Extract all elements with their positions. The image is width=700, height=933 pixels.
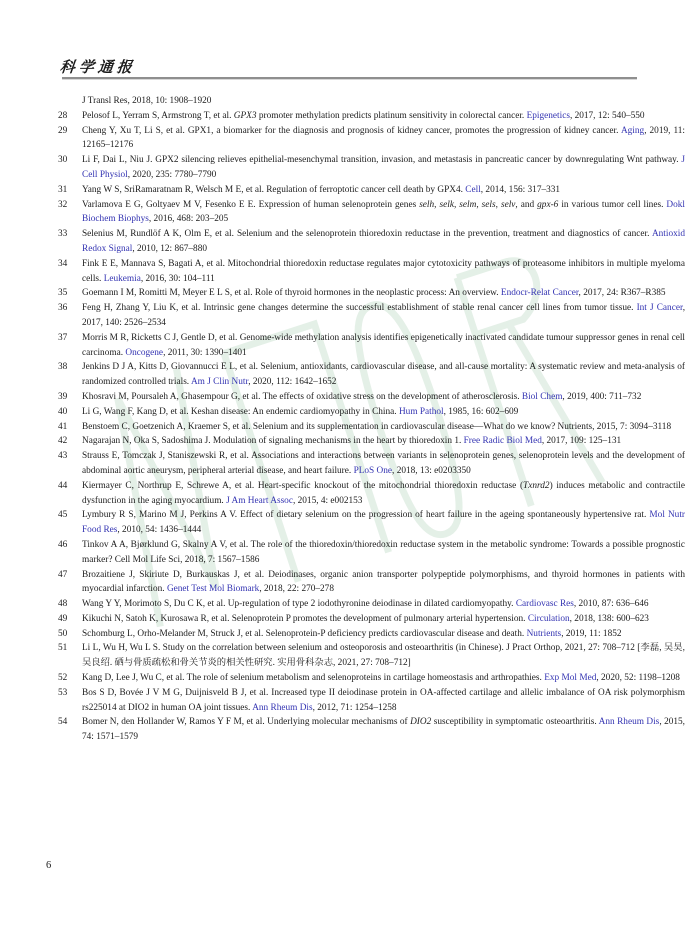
reference-text-segment: Kang D, Lee J, Wu C, et al. The role of selenium metabolism and selenoproteins in cartilage homeostasis and arthropathies. bbox=[82, 673, 545, 684]
reference-item bbox=[58, 331, 685, 361]
reference-text bbox=[82, 286, 685, 301]
reference-text-segment: , bbox=[434, 199, 440, 210]
reference-text-segment: Kikuchi N, Satoh K, Kurosawa R, et al. Selenoprotein P promotes the development of pulmonary arterial hypertension. bbox=[82, 613, 528, 624]
reference-item bbox=[58, 405, 685, 420]
reference-text-segment: , 2016, 468: 203–205 bbox=[148, 214, 229, 225]
reference-text-segment: Li G, Wang F, Kang D, et al. Keshan disease: An endemic cardiomyopathy in China. bbox=[82, 406, 399, 417]
gene-name-italic: GPX3 bbox=[233, 110, 257, 121]
reference-text-segment: Wang Y Y, Morimoto S, Du C K, et al. Up-regulation of type 2 iodothyronine deiodinase in dilated cardiomyopathy. bbox=[82, 599, 516, 610]
gene-name-italic: selk bbox=[439, 199, 454, 210]
reference-text-segment: , 2018, 22: 270–278 bbox=[259, 584, 334, 595]
journal-link[interactable]: Circulation bbox=[527, 613, 570, 624]
reference-text-segment: , 2017, 109: 125–131 bbox=[541, 436, 622, 447]
reference-number: 31 bbox=[58, 184, 68, 195]
reference-text-segment: , 2012, 71: 1254–1258 bbox=[312, 702, 397, 713]
reference-text-segment: , bbox=[453, 199, 460, 210]
reference-number: 32 bbox=[58, 199, 68, 210]
journal-link[interactable]: PLoS One bbox=[353, 465, 393, 476]
reference-item bbox=[58, 390, 685, 405]
journal-link[interactable]: J Am Heart Assoc bbox=[226, 495, 293, 506]
journal-link[interactable]: Am J Clin Nutr bbox=[190, 377, 249, 388]
gene-name-italic: DIO2 bbox=[410, 717, 432, 728]
reference-text-segment: , 1985, 16: 602–609 bbox=[443, 406, 519, 417]
reference-text bbox=[82, 597, 685, 612]
reference-text-segment: Strauss E, Tomczak J, Staniszewski R, et al. Associations and interactions between variants in selenoprotein genes, selenoprotein levels and the development of abdominal aortic aneurysm, peripheral arterial disease, and heart failure. bbox=[82, 451, 685, 476]
reference-text bbox=[82, 479, 685, 509]
reference-item bbox=[58, 227, 685, 257]
reference-text-segment: , 2020, 52: 1198–1208 bbox=[596, 673, 680, 684]
reference-number: 44 bbox=[58, 480, 68, 491]
journal-link[interactable]: Genet Test Mol Biomark bbox=[166, 584, 260, 595]
reference-text-segment: susceptibility in symptomatic osteoarthritis. bbox=[431, 717, 599, 728]
reference-number: 40 bbox=[58, 406, 68, 417]
gene-name-italic: selm bbox=[459, 199, 477, 210]
reference-text-segment: ) induces metabolic and contractile dysfunction in the aging myocardium. bbox=[82, 480, 685, 506]
reference-item bbox=[58, 627, 685, 642]
page-number: 6 bbox=[46, 860, 52, 871]
reference-text-segment: Cheng Y, Xu T, Li S, et al. GPX1, a biomarker for the diagnosis and prognosis of kidney cancer, promotes the progression of kidney cancer. bbox=[82, 125, 621, 136]
journal-link[interactable]: Oncogene bbox=[125, 347, 164, 358]
reference-text-segment: Fink E E, Mannava S, Bagati A, et al. Mitochondrial thioredoxin reductase regulates major cytotoxicity pathways of proteasome inhibitors in multiple myeloma cells. bbox=[82, 258, 685, 284]
reference-item bbox=[58, 301, 685, 331]
reference-text-segment: in various tumor cell lines. bbox=[558, 199, 667, 210]
reference-item bbox=[58, 568, 685, 598]
reference-text-segment: , 2019, 11: 1852 bbox=[561, 628, 622, 639]
reference-text-segment: , 2015, 74: 1571–1579 bbox=[82, 717, 685, 743]
reference-number: 47 bbox=[58, 569, 68, 580]
reference-text bbox=[82, 612, 685, 627]
journal-link[interactable]: Aging bbox=[620, 125, 645, 136]
reference-list bbox=[58, 94, 685, 745]
gene-name-italic: sels bbox=[481, 199, 496, 210]
reference-item bbox=[58, 124, 685, 154]
reference-text bbox=[82, 198, 685, 228]
reference-number: 28 bbox=[58, 110, 68, 121]
reference-text bbox=[82, 94, 685, 109]
reference-text bbox=[82, 568, 685, 598]
reference-text-segment: Varlamova E G, Goltyaev M V, Fesenko E E. Expression of human selenoprotein genes bbox=[82, 199, 420, 210]
reference-number: 43 bbox=[58, 451, 68, 462]
reference-text bbox=[82, 627, 685, 642]
reference-continuation bbox=[58, 94, 685, 109]
reference-item bbox=[58, 198, 685, 228]
journal-link[interactable]: Free Radic Biol Med bbox=[463, 436, 542, 447]
reference-number: 53 bbox=[58, 687, 68, 698]
reference-text-segment: Brozaitiene J, Skiriute D, Burkauskas J, et al. Deiodinases, organic anion transporter polypeptide polymorphisms, and thyroid hormones in patients with myocardial infarction. bbox=[82, 569, 685, 595]
reference-text bbox=[82, 715, 685, 745]
reference-number: 54 bbox=[58, 717, 68, 728]
reference-item bbox=[58, 360, 685, 390]
reference-number: 45 bbox=[58, 510, 68, 521]
reference-text-segment: , 2020, 112: 1642–1652 bbox=[248, 377, 337, 388]
reference-text-segment: Schomburg L, Orho-Melander M, Struck J, et al. Selenoprotein-P deficiency predicts cardiovascular disease and death. bbox=[82, 628, 527, 639]
reference-text-segment: , 2019, 11: 12165–12176 bbox=[82, 125, 685, 151]
reference-text-segment: , 2010, 87: 636–646 bbox=[573, 599, 649, 610]
journal-link[interactable]: Nutrients bbox=[526, 628, 562, 639]
journal-link[interactable]: Dokl Biochem Biophys bbox=[82, 199, 686, 225]
reference-text bbox=[82, 641, 685, 671]
reference-text-segment: , 2017, 140: 2526–2534 bbox=[82, 303, 686, 328]
reference-item bbox=[58, 479, 685, 509]
reference-number: 42 bbox=[58, 436, 68, 447]
reference-text-segment: , 2011, 30: 1390–1401 bbox=[163, 347, 247, 358]
reference-text bbox=[82, 538, 685, 568]
reference-text bbox=[82, 183, 685, 198]
reference-item bbox=[58, 597, 685, 612]
reference-text-segment: , 2010, 54: 1436–1444 bbox=[117, 525, 202, 536]
reference-text-segment: Kiermayer C, Northrup E, Schrewe A, et al. Heart-specific knockout of the mitochondrial thioredoxin reductase ( bbox=[82, 480, 524, 491]
reference-item bbox=[58, 183, 685, 198]
reference-text bbox=[82, 405, 685, 420]
reference-text-segment: Bos S D, Bovée J V M G, Duijnisveld B J, et al. Increased type II deiodinase protein in OA-affected cartilage and allelic imbalance of OA risk polymorphism rs225014 at DIO2 in human OA joint tissues. bbox=[82, 687, 685, 713]
reference-item bbox=[58, 449, 685, 479]
reference-number: 35 bbox=[58, 288, 68, 299]
reference-text-segment: , 2018, 138: 600–623 bbox=[569, 613, 649, 624]
reference-number: 33 bbox=[58, 229, 68, 240]
journal-link[interactable]: Hum Pathol bbox=[398, 406, 444, 417]
reference-item bbox=[58, 286, 685, 301]
reference-text bbox=[82, 686, 685, 716]
reference-text bbox=[82, 508, 685, 538]
reference-text-segment: Feng H, Zhang Y, Liu K, et al. Intrinsic gene changes determine the successful establishment of stable renal cancer cell lines from tumor tissue. bbox=[82, 303, 637, 314]
journal-link[interactable]: Ann Rheum Dis bbox=[598, 717, 660, 728]
reference-text-segment: Tinkov A A, Bjørklund G, Skalny A V, et al. The role of the thioredoxin/thioredoxin reductase system in the metabolic syndrome: Towards a possible prognostic marker? Cell Mol Life Sci, 2018, 7: 1567–1586 bbox=[82, 539, 685, 565]
reference-item bbox=[58, 715, 685, 745]
reference-text bbox=[82, 360, 685, 390]
reference-number: 46 bbox=[58, 539, 68, 550]
reference-text-segment: promoter methylation predicts platinum sensitivity in colorectal cancer. bbox=[256, 110, 527, 121]
reference-item bbox=[58, 538, 685, 568]
reference-text-segment: , and bbox=[515, 199, 538, 210]
reference-text bbox=[82, 124, 685, 154]
reference-text bbox=[82, 331, 685, 361]
reference-item bbox=[58, 420, 685, 435]
reference-item bbox=[58, 612, 685, 627]
reference-text bbox=[82, 390, 685, 405]
gene-name-italic: Txnrd2 bbox=[523, 480, 550, 491]
reference-text-segment: Selenius M, Rundlöf A K, Olm E, et al. Selenium and the selenoprotein thioredoxin reductase in the prevention, treatment and diagnostics of cancer. bbox=[82, 229, 652, 240]
reference-text-segment: , 2019, 400: 711–732 bbox=[562, 391, 642, 402]
reference-text-segment: , bbox=[495, 199, 501, 210]
reference-text-segment: Lymbury R S, Marino M J, Perkins A V. Effect of dietary selenium on the progression of heart failure in the ageing spontaneously hypertensive rat. bbox=[82, 510, 650, 521]
reference-number: 52 bbox=[58, 673, 68, 684]
reference-text-segment: , 2016, 30: 104–111 bbox=[140, 273, 215, 284]
reference-item bbox=[58, 508, 685, 538]
reference-text-segment: , 2020, 235: 7780–7790 bbox=[127, 169, 217, 180]
journal-link[interactable]: J Cell Physiol bbox=[82, 155, 685, 180]
reference-text-segment: Goemann I M, Romitti M, Meyer E L S, et al. Role of thyroid hormones in the neoplastic process: An overview. bbox=[82, 288, 501, 299]
reference-text-segment: , 2017, 12: 540–550 bbox=[569, 110, 645, 121]
reference-number: 34 bbox=[58, 258, 68, 269]
gene-name-italic: selh bbox=[419, 199, 435, 210]
reference-text-segment: , 2010, 12: 867–880 bbox=[132, 243, 207, 254]
reference-text bbox=[82, 420, 685, 435]
reference-text-segment: , 2014, 156: 317–331 bbox=[480, 184, 561, 195]
journal-link[interactable]: Int J Cancer bbox=[636, 303, 683, 314]
reference-number: 37 bbox=[58, 332, 68, 343]
journal-link[interactable]: Ann Rheum Dis bbox=[252, 702, 313, 713]
reference-item bbox=[58, 641, 685, 671]
reference-text-segment: Khosravi M, Poursaleh A, Ghasempour G, et al. The effects of oxidative stress on the development of atherosclerosis. bbox=[82, 391, 522, 402]
reference-text bbox=[82, 109, 685, 124]
reference-number: 30 bbox=[58, 155, 68, 166]
reference-text-segment: Nagarajan N, Oka S, Sadoshima J. Modulation of signaling mechanisms in the heart by thioredoxin 1. bbox=[82, 436, 464, 447]
journal-link[interactable]: Mol Nutr Food Res bbox=[82, 510, 685, 536]
journal-link[interactable]: Endocr-Relat Cancer bbox=[500, 288, 579, 299]
reference-text bbox=[82, 301, 685, 331]
reference-item bbox=[58, 686, 685, 716]
reference-number: 51 bbox=[58, 643, 68, 654]
reference-item bbox=[58, 153, 685, 183]
reference-text bbox=[82, 434, 685, 449]
reference-number: 36 bbox=[58, 303, 68, 314]
reference-number: 41 bbox=[58, 421, 68, 432]
reference-item bbox=[58, 109, 685, 124]
reference-number: 50 bbox=[58, 628, 68, 639]
reference-text-segment: Pelosof L, Yerram S, Armstrong T, et al. bbox=[82, 110, 234, 121]
reference-text-segment: Jenkins D J A, Kitts D, Giovannucci E L, et al. Selenium, antioxidants, cardiovascular disease, and all-cause mortality: A systematic review and meta-analysis of randomized controlled trials. bbox=[82, 362, 685, 388]
journal-link[interactable]: Cardiovasc Res bbox=[515, 599, 574, 610]
reference-text-segment: , bbox=[476, 199, 482, 210]
reference-text-segment: J Transl Res, 2018, 10: 1908–1920 bbox=[82, 96, 212, 106]
reference-text bbox=[82, 671, 685, 686]
reference-number: 38 bbox=[58, 362, 68, 373]
reference-text-segment: Benstoem C, Goetzenich A, Kraemer S, et al. Selenium and its supplementation in cardiovascular disease—What do we know? Nutrients, 2015, 7: 3094–3118 bbox=[82, 421, 672, 432]
reference-text bbox=[82, 449, 685, 479]
reference-text-segment: , 2017, 24: R367–R385 bbox=[578, 288, 666, 299]
reference-item bbox=[58, 257, 685, 287]
reference-text-segment: , 2015, 4: e002153 bbox=[292, 495, 363, 506]
reference-text-segment: Bomer N, den Hollander W, Ramos Y F M, et al. Underlying molecular mechanisms of bbox=[82, 717, 411, 728]
reference-text-segment: , 2018, 13: e0203350 bbox=[392, 465, 471, 476]
header-rule bbox=[62, 77, 637, 79]
reference-text-segment: Morris M R, Ricketts C J, Gentle D, et al. Genome-wide methylation analysis identifies epigenetically inactivated candidate tumour suppressor genes in renal cell carcinoma. bbox=[82, 332, 685, 358]
reference-number: 39 bbox=[58, 391, 68, 402]
gene-name-italic: gpx-6 bbox=[537, 199, 559, 210]
reference-number: 48 bbox=[58, 599, 68, 610]
journal-link[interactable]: Exp Mol Med bbox=[544, 673, 597, 684]
gene-name-italic: selv bbox=[500, 199, 516, 210]
reference-item bbox=[58, 671, 685, 686]
journal-link[interactable]: Antioxid Redox Signal bbox=[82, 229, 685, 254]
reference-text-segment: Li L, Wu H, Wu L S. Study on the correlation between selenium and osteoporosis and osteoarthritis (in Chinese). J Pract Orthop, 2021, 27: 708–712 [李磊, 吴昊, 吴良绍. 硒与骨质疏松和骨关节炎的相关性研究. 实用骨科杂志, 2021, 27: 708–712] bbox=[82, 643, 685, 669]
journal-link[interactable]: Biol Chem bbox=[521, 391, 563, 402]
reference-text bbox=[82, 153, 685, 183]
reference-number: 49 bbox=[58, 613, 68, 624]
journal-link[interactable]: Epigenetics bbox=[526, 110, 570, 121]
reference-text bbox=[82, 257, 685, 287]
reference-item bbox=[58, 434, 685, 449]
reference-text-segment: Yang W S, SriRamaratnam R, Welsch M E, et al. Regulation of ferroptotic cancer cell death by GPX4. bbox=[82, 184, 466, 195]
journal-logo: 科学通报 bbox=[59, 58, 137, 76]
reference-text-segment: Li F, Dai L, Niu J. GPX2 silencing relieves epithelial-mesenchymal transition, invasion, and metastasis in pancreatic cancer by downregulating Wnt pathway. bbox=[82, 155, 682, 166]
journal-link[interactable]: Leukemia bbox=[103, 273, 141, 284]
journal-link[interactable]: Cell bbox=[465, 184, 481, 195]
reference-number: 29 bbox=[58, 125, 68, 136]
reference-text bbox=[82, 227, 685, 257]
